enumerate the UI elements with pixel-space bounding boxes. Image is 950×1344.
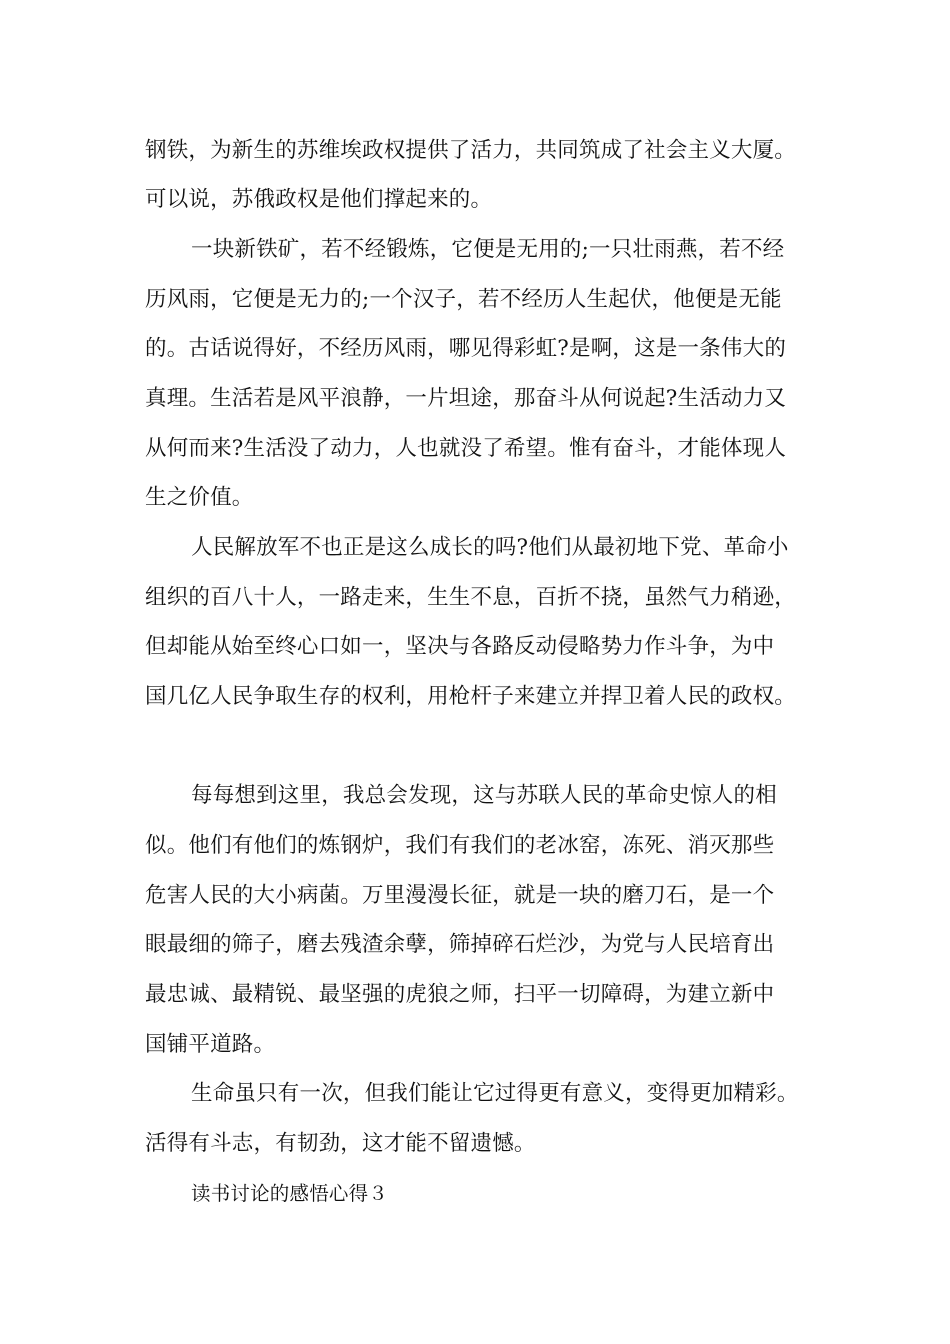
paragraph-line: 可以说，苏俄政权是他们撑起来的。 — [145, 187, 493, 212]
paragraph-line: 最忠诚、最精锐、最坚强的虎狼之师，扫平一切障碍，为建立新中 — [145, 982, 775, 1007]
paragraph-line: 生之价值。 — [145, 485, 254, 510]
paragraph-line: 但却能从始至终心口如一，坚决与各路反动侵略势力作斗争，为中 — [145, 634, 775, 659]
paragraph-line: 似。他们有他们的炼钢炉，我们有我们的老冰窑，冻死、消灭那些 — [145, 833, 775, 858]
paragraph-line: 国几亿人民争取生存的权利，用枪杆子来建立并捍卫着人民的政权。 — [145, 684, 797, 709]
paragraph-line: 钢铁，为新生的苏维埃政权提供了活力，共同筑成了社会主义大厦。 — [145, 138, 797, 163]
paragraph-line: 生命虽只有一次，但我们能让它过得更有意义，变得更加精彩。 — [191, 1081, 799, 1106]
paragraph-line: 每每想到这里，我总会发现，这与苏联人民的革命史惊人的相 — [191, 783, 777, 808]
paragraph-line: 真理。生活若是风平浪静，一片坦途，那奋斗从何说起?生活动力又 — [145, 386, 787, 411]
paragraph-line: 危害人民的大小病菌。万里漫漫长征，就是一块的磨刀石，是一个 — [145, 883, 775, 908]
paragraph-line: 的。古话说得好，不经历风雨，哪见得彩虹?是啊，这是一条伟大的 — [145, 336, 787, 361]
paragraph-line: 组织的百八十人，一路走来，生生不息，百折不挠，虽然气力稍逊， — [145, 585, 797, 610]
paragraph-line: 人民解放军不也正是这么成长的吗?他们从最初地下党、革命小 — [191, 535, 789, 560]
paragraph-line: 国铺平道路。 — [145, 1032, 276, 1057]
paragraph-line: 从何而来?生活没了动力，人也就没了希望。惟有奋斗，才能体现人 — [145, 436, 787, 461]
paragraph-line: 历风雨，它便是无力的;一个汉子，若不经历人生起伏，他便是无能 — [145, 287, 782, 312]
section-heading: 读书讨论的感悟心得３ — [191, 1182, 389, 1205]
paragraph-line: 眼最细的筛子，磨去残渣余孽，筛掉碎石烂沙，为党与人民培育出 — [145, 932, 775, 957]
paragraph-line: 一块新铁矿，若不经锻炼，它便是无用的;一只壮雨燕，若不经 — [191, 237, 785, 262]
paragraph-line: 活得有斗志，有韧劲，这才能不留遗憾。 — [145, 1131, 536, 1156]
